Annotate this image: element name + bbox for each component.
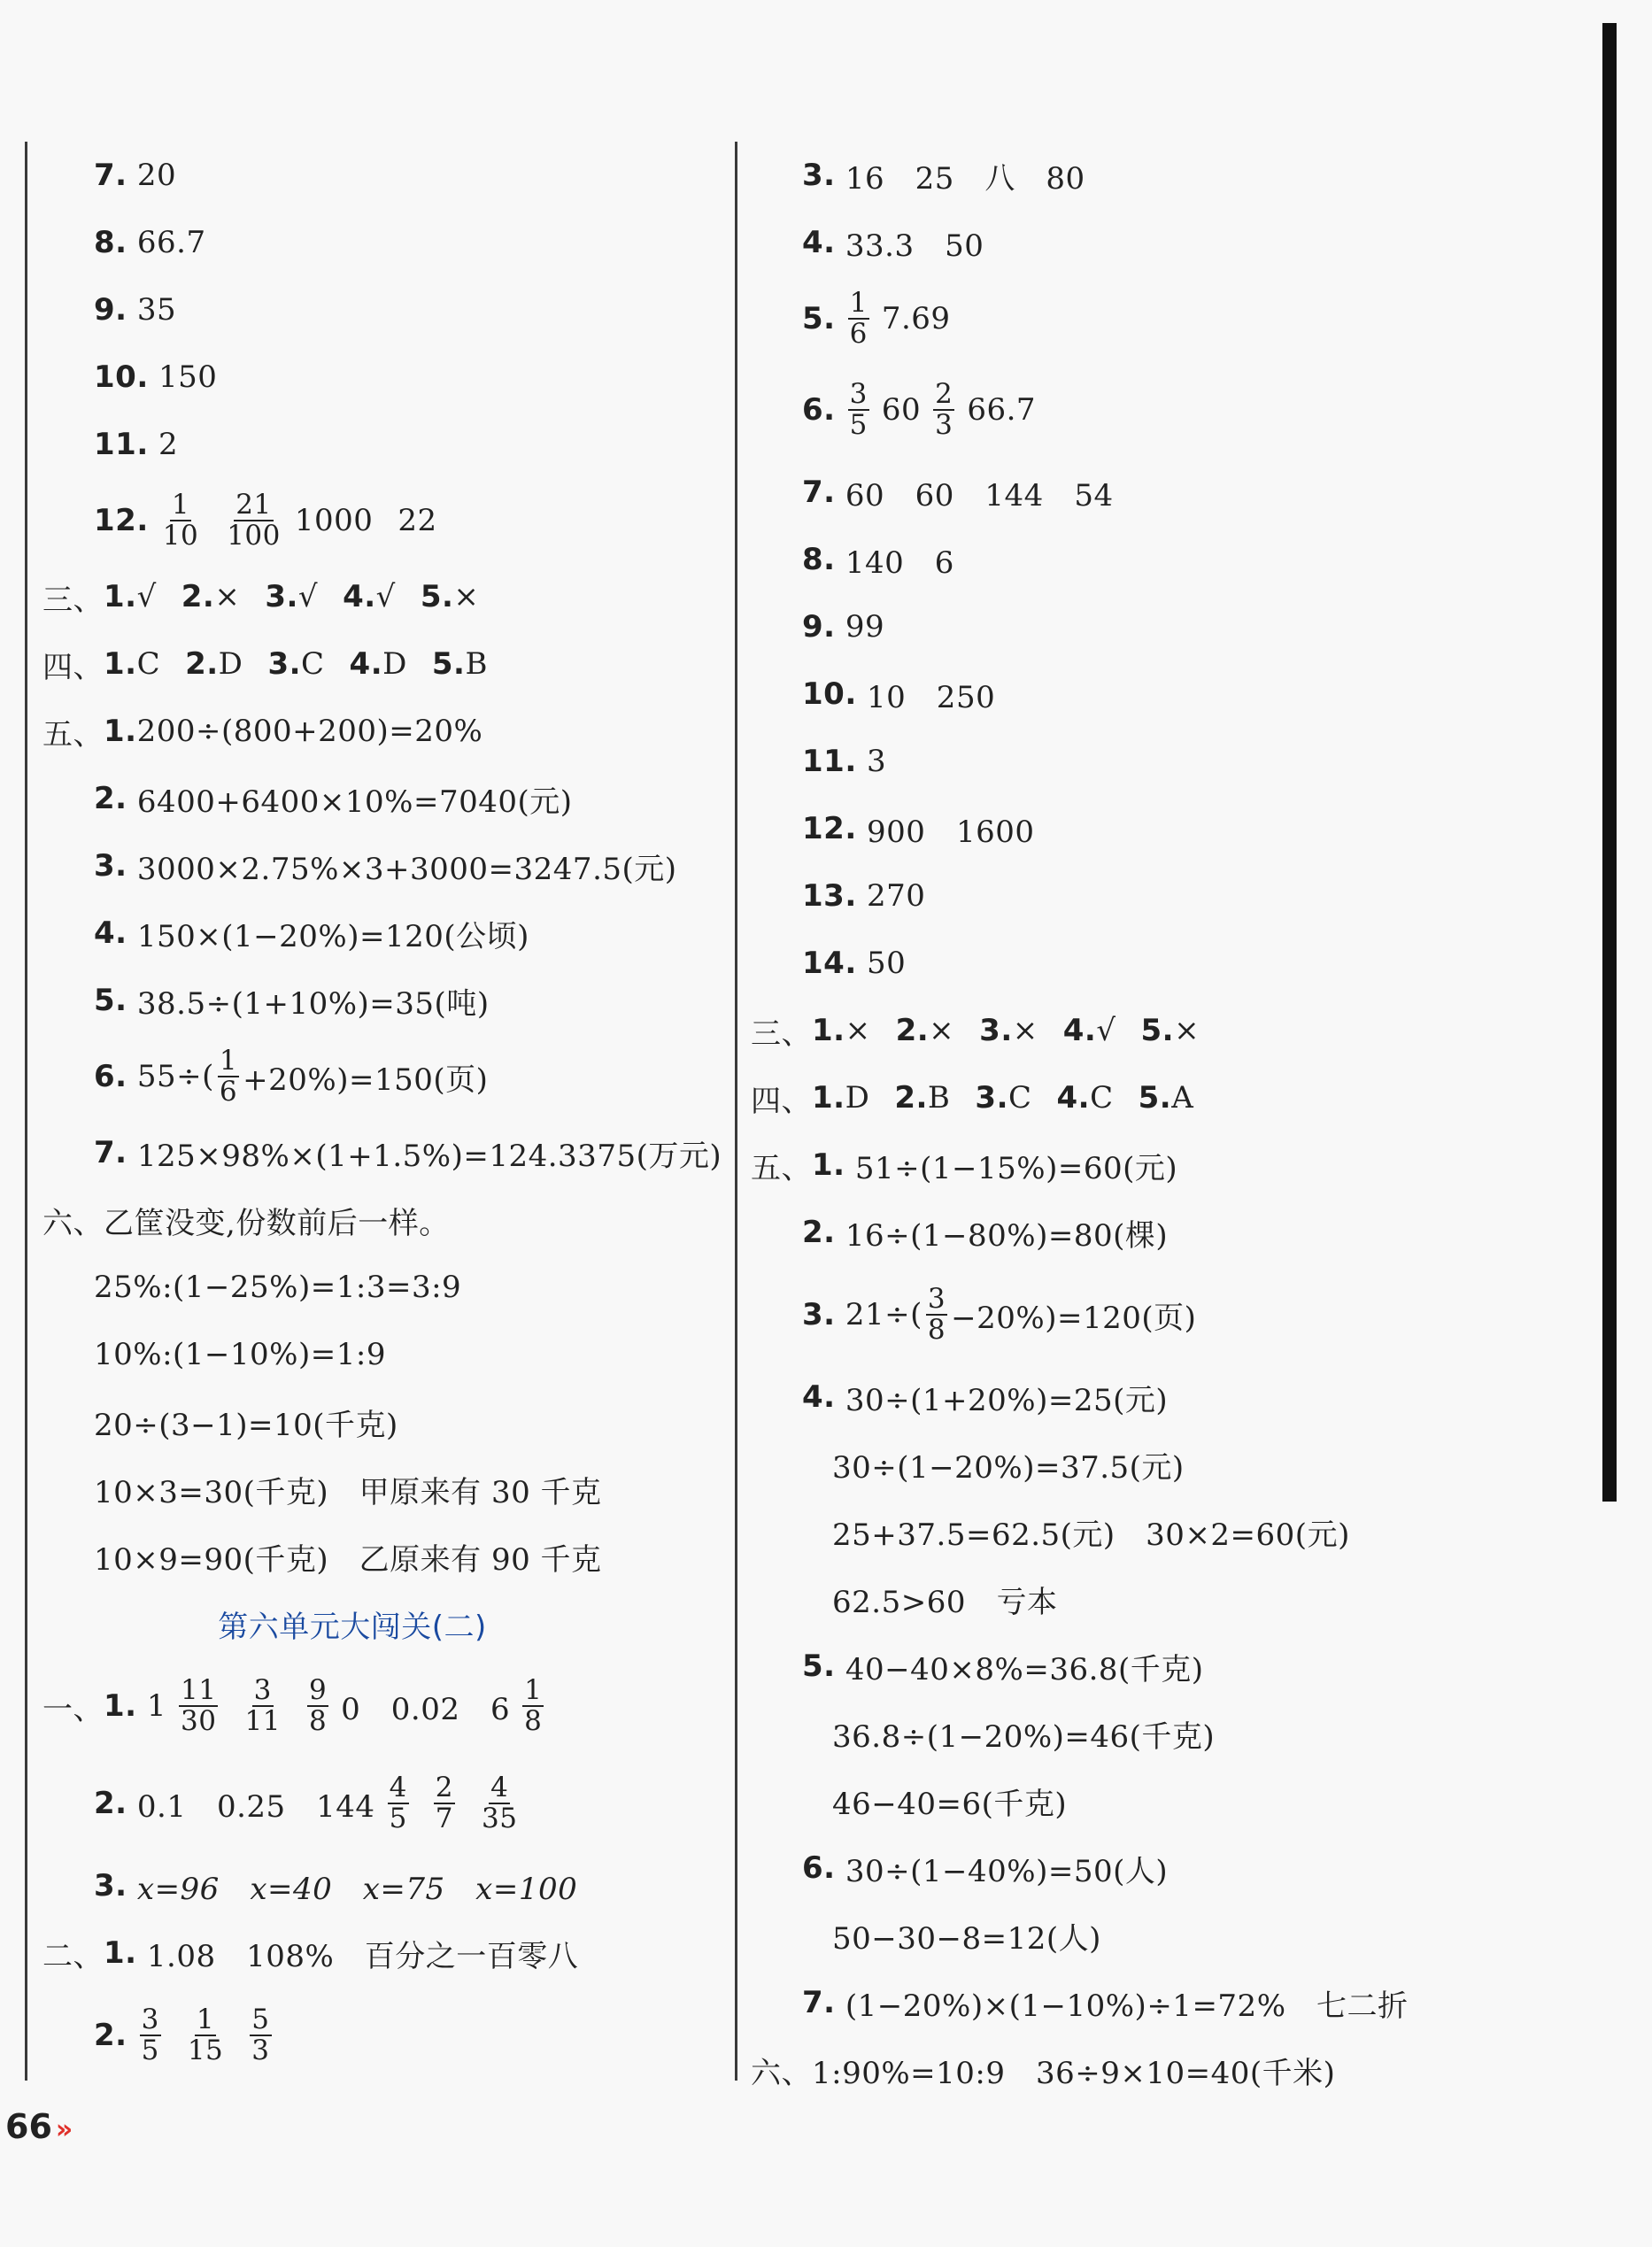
- denominator: 10: [162, 520, 199, 552]
- item-number: 7.: [94, 158, 127, 193]
- answer-text: ×: [1174, 1013, 1200, 1048]
- denominator: 6: [219, 1076, 238, 1108]
- answer-text: x=96 x=40 x=75 x=100: [136, 1871, 578, 1907]
- item-number: 10.: [802, 676, 857, 712]
- answer-line: [751, 593, 1548, 660]
- answer-text: 50: [867, 946, 907, 981]
- answer-text: 40−40×8%=36.8(千克): [845, 1651, 1204, 1687]
- answer-text: 60 60 144 54: [845, 477, 1114, 513]
- denominator: 5: [389, 1803, 407, 1834]
- answer-line: [751, 1199, 1548, 1266]
- answer-line: [42, 1852, 733, 1919]
- answer-line: [42, 1523, 733, 1590]
- answer-text: 10×3=30(千克) 甲原来有 30 千克: [94, 1474, 602, 1510]
- item-number: 4.: [1056, 1080, 1091, 1116]
- fraction: [848, 380, 869, 439]
- answer-text: D: [845, 1080, 870, 1116]
- denominator: 7: [435, 1803, 454, 1834]
- answer-line: [751, 795, 1548, 862]
- answer-line: [42, 411, 733, 478]
- answer-line: [751, 930, 1548, 997]
- answer-line: [42, 1034, 733, 1119]
- denominator: 30: [181, 1705, 217, 1737]
- answer-text: ×: [453, 579, 480, 614]
- item-number: 12.: [802, 811, 857, 846]
- page-edge-bar: [1602, 23, 1617, 1502]
- item-number: 7.: [94, 1135, 127, 1170]
- fraction: [243, 1676, 282, 1735]
- section-label: 一、: [42, 1691, 104, 1727]
- fraction: [434, 1773, 455, 1833]
- fraction: [933, 380, 954, 439]
- numerator: 2: [935, 378, 953, 411]
- answer-text: 66.7: [136, 225, 206, 260]
- section-label: 二、: [42, 1938, 104, 1974]
- answer-line: [751, 142, 1548, 209]
- section-label: 五、: [42, 716, 104, 753]
- unit-heading: [42, 1590, 662, 1657]
- answer-text: 16 25 八 80: [845, 160, 1085, 197]
- item-number: 1.: [812, 1013, 845, 1048]
- answer-line: [751, 1363, 1548, 1431]
- answer-text: 99: [845, 609, 885, 645]
- answer-line: [751, 660, 1548, 728]
- right-column: [751, 142, 1548, 2104]
- item-number: 5.: [420, 579, 454, 614]
- answer-line: [42, 209, 733, 276]
- answer-line: [42, 967, 733, 1034]
- numerator: 9: [308, 1674, 328, 1707]
- item-number: 1.: [812, 1080, 845, 1116]
- item-number: 4.: [94, 915, 127, 951]
- denominator: 3: [935, 409, 953, 441]
- section-label: 五、: [751, 1150, 812, 1186]
- item-number: 5.: [1140, 1013, 1175, 1048]
- numerator: 3: [141, 2004, 159, 2036]
- answer-line: [751, 862, 1548, 930]
- numerator: 5: [251, 2004, 270, 2036]
- item-number: 9.: [94, 292, 127, 328]
- heading-text: 第六单元大闯关(二): [218, 1609, 487, 1645]
- answer-text: 3000×2.75%×3+3000=3247.5(元): [136, 851, 677, 887]
- item-number: 4.: [802, 225, 836, 260]
- item-number: 7.: [802, 475, 836, 510]
- fraction: [225, 490, 282, 550]
- numerator: 1: [849, 287, 868, 320]
- answer-text: 150: [158, 359, 218, 395]
- item-number: 3.: [802, 158, 836, 193]
- section-line: [42, 1919, 733, 1987]
- item-number: 12.: [94, 503, 149, 538]
- answer-line: [42, 276, 733, 344]
- answer-text: 36.8÷(1−20%)=46(千克): [832, 1718, 1216, 1755]
- answer-line: [42, 344, 733, 411]
- item-number: 6.: [802, 1850, 836, 1886]
- answer-text: 140 6: [845, 544, 954, 581]
- item-number: 1.: [104, 1935, 137, 1971]
- item-number: 13.: [802, 878, 857, 914]
- answer-line: [751, 1633, 1548, 1700]
- answer-text: 270: [867, 878, 926, 914]
- answer-text: 6400+6400×10%=7040(元): [136, 784, 573, 820]
- answer-text: 25+37.5=62.5(元) 30×2=60(元): [832, 1517, 1350, 1553]
- numerator: 1: [196, 2004, 215, 2036]
- answer-line: [42, 832, 733, 900]
- answer-line: [751, 209, 1548, 276]
- answer-line: [42, 1321, 733, 1388]
- denominator: 5: [141, 2035, 159, 2066]
- answer-text: ×: [845, 1013, 871, 1048]
- answer-line: [751, 1834, 1548, 1902]
- item-number: 2.: [185, 646, 219, 682]
- answer-line: [42, 900, 733, 967]
- answer-line: [751, 1565, 1548, 1633]
- denominator: 6: [849, 318, 868, 350]
- numerator: 2: [435, 1772, 454, 1804]
- item-number: 3.: [265, 579, 298, 614]
- section-line: [42, 1186, 733, 1254]
- answer-text: 51÷(1−15%)=60(元): [854, 1150, 1178, 1186]
- answer-text: 38.5÷(1+10%)=35(吨): [136, 985, 490, 1022]
- answer-text: 0.1 0.25 144: [136, 1788, 375, 1825]
- answer-text: C: [1008, 1080, 1032, 1116]
- item-number: 6.: [94, 1059, 127, 1094]
- denominator: 3: [251, 2035, 270, 2066]
- answer-line: [42, 765, 733, 832]
- section-line: [751, 2036, 1548, 2104]
- answer-line: [42, 142, 733, 209]
- answer-line: [42, 1119, 733, 1186]
- answer-text: D: [382, 646, 407, 682]
- answer-text: 20÷(3−1)=10(千克): [94, 1407, 398, 1443]
- answer-line: [751, 361, 1548, 459]
- answer-text: +20%)=150(页): [243, 1062, 489, 1098]
- answer-text: ×: [929, 1013, 955, 1048]
- item-number: 3.: [267, 646, 302, 682]
- answer-text: 60: [881, 392, 922, 428]
- answer-line: [42, 1388, 733, 1456]
- answer-text: 0 0.02 6: [341, 1691, 511, 1727]
- answer-text: 1:90%=10:9 36÷9×10=40(千米): [812, 2055, 1336, 2091]
- answer-line: [42, 1254, 733, 1321]
- item-number: 4.: [349, 646, 383, 682]
- answer-line: [42, 478, 733, 563]
- answer-line: [751, 1902, 1548, 1969]
- answer-line: [751, 1700, 1548, 1767]
- item-number: 1.: [104, 714, 137, 749]
- section-label: 三、: [42, 582, 104, 618]
- fraction: [179, 1676, 218, 1735]
- answer-text: √: [1096, 1013, 1116, 1048]
- item-number: 6.: [802, 392, 836, 428]
- numerator: 4: [389, 1772, 407, 1804]
- numerator: 1: [524, 1674, 543, 1707]
- item-number: 7.: [802, 1985, 836, 2020]
- answer-text: ×: [1012, 1013, 1038, 1048]
- item-number: 2.: [94, 2018, 127, 2053]
- denominator: 100: [227, 520, 281, 552]
- answer-text: 55÷(: [136, 1059, 214, 1094]
- answer-text: 50−30−8=12(人): [832, 1920, 1101, 1957]
- fraction: [250, 2005, 271, 2065]
- denominator: 5: [849, 409, 868, 441]
- fraction: [307, 1676, 328, 1735]
- answer-text: 21÷(: [845, 1297, 922, 1332]
- answer-text: 22: [398, 503, 437, 538]
- fraction: [848, 289, 869, 348]
- item-number: 3.: [94, 848, 127, 884]
- item-number: 4.: [343, 579, 376, 614]
- answer-text: C: [136, 646, 161, 682]
- item-number: 2.: [181, 579, 215, 614]
- item-number: 3.: [94, 1868, 127, 1903]
- item-number: 5.: [431, 646, 466, 682]
- item-number: 1.: [104, 1688, 137, 1724]
- section-line: [42, 698, 733, 765]
- answer-text: −20%)=120(页): [951, 1300, 1197, 1336]
- answer-line: [42, 1755, 733, 1852]
- answer-text: 25%:(1−25%)=1:3=3:9: [94, 1270, 462, 1305]
- answer-line: [751, 459, 1548, 526]
- section-line: [42, 563, 733, 630]
- answer-text: 66.7: [967, 392, 1037, 428]
- item-number: 10.: [94, 359, 149, 395]
- answer-line: [42, 1456, 733, 1523]
- page-number: [5, 2107, 73, 2146]
- answer-text: 20: [136, 158, 177, 193]
- numerator: 4: [490, 1772, 509, 1804]
- item-number: 2.: [802, 1215, 836, 1250]
- section-line: [42, 1657, 733, 1755]
- answer-text: 150×(1−20%)=120(公顷): [136, 918, 529, 954]
- answer-text: 3: [867, 744, 887, 779]
- item-number: 1.: [104, 579, 137, 614]
- answer-text: D: [218, 646, 243, 682]
- numerator: 3: [253, 1674, 272, 1707]
- answer-text: 30÷(1−20%)=37.5(元): [832, 1449, 1185, 1486]
- answer-text: 10%:(1−10%)=1:9: [94, 1337, 386, 1372]
- item-number: 14.: [802, 946, 857, 981]
- item-number: 9.: [802, 609, 836, 645]
- item-number: 2.: [894, 1080, 928, 1116]
- answer-text: 46−40=6(千克): [832, 1786, 1068, 1822]
- section-line: [751, 1131, 1548, 1199]
- denominator: 8: [927, 1314, 946, 1346]
- fraction: [926, 1285, 947, 1344]
- section-label: 四、: [751, 1083, 812, 1119]
- item-number: 3.: [979, 1013, 1013, 1048]
- answer-text: 乙筐没变,份数前后一样。: [104, 1205, 450, 1241]
- item-number: 3.: [802, 1297, 836, 1332]
- answer-text: 900 1600: [867, 814, 1035, 850]
- answer-text: 1: [146, 1688, 167, 1724]
- item-number: 5.: [1138, 1080, 1172, 1116]
- page-number-text: 66: [5, 2107, 52, 2146]
- answer-text: 200÷(800+200)=20%: [136, 714, 483, 749]
- numerator: 1: [171, 489, 190, 521]
- answer-text: 2: [158, 427, 179, 462]
- denominator: 15: [187, 2035, 224, 2066]
- answer-text: 30÷(1−40%)=50(人): [845, 1853, 1169, 1889]
- answer-text: (1−20%)×(1−10%)÷1=72% 七二折: [845, 1988, 1409, 2024]
- answer-text: 33.3 50: [845, 228, 984, 264]
- denominator: 11: [244, 1705, 281, 1737]
- answer-text: A: [1171, 1080, 1194, 1116]
- answer-text: 35: [136, 292, 177, 328]
- left-margin-rule: [25, 142, 27, 2081]
- section-label: 六、: [42, 1205, 104, 1241]
- numerator: 3: [927, 1283, 946, 1316]
- answer-line: [751, 276, 1548, 361]
- answer-line: [751, 526, 1548, 593]
- answer-text: 7.69: [881, 301, 951, 336]
- section-label: 六、: [751, 2055, 812, 2091]
- answer-text: ×: [214, 579, 241, 614]
- fraction: [218, 1046, 239, 1106]
- numerator: 11: [181, 1674, 217, 1707]
- item-number: 11.: [94, 427, 149, 462]
- fraction: [522, 1676, 544, 1735]
- answer-text: 125×98%×(1+1.5%)=124.3375(万元): [136, 1138, 722, 1174]
- item-number: 1.: [812, 1147, 845, 1183]
- denominator: 35: [482, 1803, 518, 1834]
- numerator: 1: [219, 1045, 238, 1077]
- answer-text: 10 250: [867, 679, 996, 715]
- answer-line: [751, 1266, 1548, 1363]
- fraction: [140, 2005, 161, 2065]
- answer-line: [751, 1767, 1548, 1834]
- item-number: 2.: [94, 781, 127, 816]
- answer-line: [751, 1969, 1548, 2036]
- answer-line: [42, 1987, 733, 2084]
- item-number: 4.: [1062, 1013, 1097, 1048]
- section-label: 三、: [751, 1015, 812, 1052]
- item-number: 5.: [802, 1649, 836, 1684]
- section-line: [751, 997, 1548, 1064]
- answer-text: B: [465, 646, 488, 682]
- section-line: [751, 1064, 1548, 1131]
- item-number: 2.: [94, 1786, 127, 1821]
- fraction: [480, 1773, 519, 1833]
- answer-text: B: [927, 1080, 951, 1116]
- fraction: [388, 1773, 409, 1833]
- item-number: 5.: [802, 301, 836, 336]
- chevron-right-icon: »: [55, 2114, 73, 2145]
- answer-line: [751, 1498, 1548, 1565]
- column-divider: [735, 142, 737, 2081]
- fraction: [186, 2005, 225, 2065]
- fraction: [161, 490, 200, 550]
- answer-text: 1.08 108% 百分之一百零八: [146, 1938, 579, 1974]
- item-number: 1.: [104, 646, 137, 682]
- left-column: [42, 142, 733, 2084]
- item-number: 5.: [94, 983, 127, 1018]
- denominator: 8: [524, 1705, 543, 1737]
- answer-text: 62.5>60 亏本: [832, 1584, 1058, 1620]
- answer-line: [751, 728, 1548, 795]
- answer-text: √: [136, 579, 157, 614]
- answer-text: 10×9=90(千克) 乙原来有 90 千克: [94, 1541, 602, 1578]
- answer-text: √: [297, 579, 319, 614]
- item-number: 3.: [975, 1080, 1008, 1116]
- answer-text: 1000: [294, 503, 374, 538]
- item-number: 8.: [94, 225, 127, 260]
- denominator: 8: [308, 1705, 328, 1737]
- item-number: 4.: [802, 1379, 836, 1415]
- section-label: 四、: [42, 649, 104, 685]
- numerator: 21: [235, 489, 272, 521]
- item-number: 11.: [802, 744, 857, 779]
- numerator: 3: [849, 378, 868, 411]
- answer-text: √: [375, 579, 396, 614]
- answer-text: 30÷(1+20%)=25(元): [845, 1382, 1169, 1418]
- answer-text: C: [301, 646, 325, 682]
- item-number: 2.: [895, 1013, 930, 1048]
- answer-text: C: [1090, 1080, 1114, 1116]
- answer-text: 16÷(1−80%)=80(棵): [845, 1217, 1169, 1254]
- section-line: [42, 630, 733, 698]
- item-number: 8.: [802, 542, 836, 577]
- answer-line: [751, 1431, 1548, 1498]
